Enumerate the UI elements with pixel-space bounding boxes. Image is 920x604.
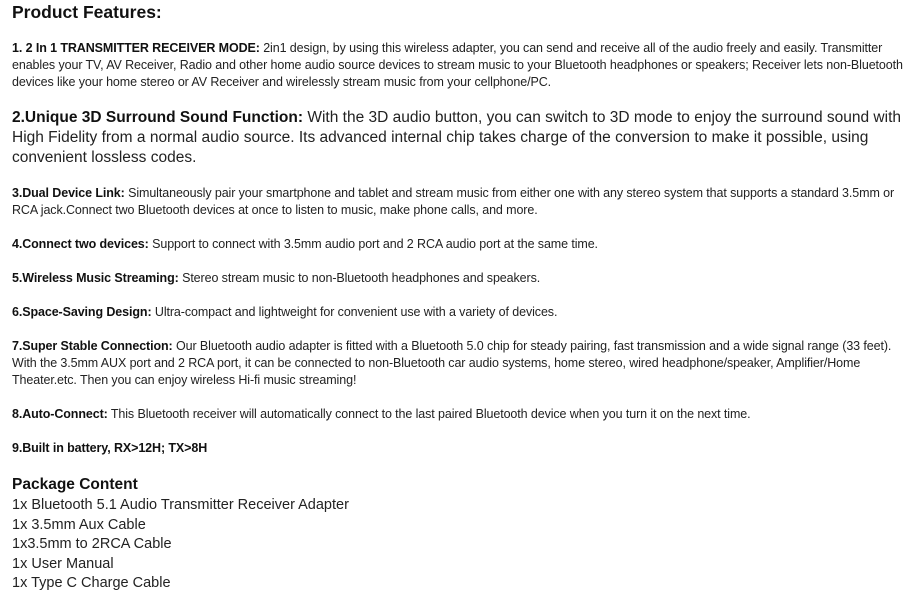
feature-text: 2in1 design, by using this wireless adapter, you can send and receive all of the audio freely and easily. Transmitter enables your TV, AV Receiver, Radio and other home audio source devices to stream music to your Bluetooth headphones or speakers; Receiver lets non-Bluetooth devices like your home stereo or AV Receiver and wirelessly stream music from your cellphone/PC. — [12, 41, 903, 89]
list-item: 1x Type C Charge Cable — [12, 575, 171, 592]
feature-super-stable-connection — [12, 338, 916, 389]
feature-title: 2.Unique 3D Surround Sound Function: — [12, 109, 304, 126]
list-item: 1x User Manual — [12, 555, 114, 572]
feature-text: Support to connect with 3.5mm audio port and 2 RCA audio port at the same time. — [148, 237, 598, 251]
feature-title: 3.Dual Device Link: — [12, 186, 125, 200]
feature-title: 7.Super Stable Connection: — [12, 339, 173, 353]
list-item: 1x 3.5mm Aux Cable — [12, 516, 146, 533]
feature-space-saving-design — [12, 304, 916, 321]
feature-text: This Bluetooth receiver will automatically connect to the last paired Bluetooth device when you turn it on the next time. — [107, 407, 751, 421]
feature-text: Stereo stream music to non-Bluetooth headphones and speakers. — [178, 271, 541, 285]
feature-title: 8.Auto-Connect: — [12, 407, 108, 421]
feature-auto-connect — [12, 406, 916, 423]
list-item: 1x Bluetooth 5.1 Audio Transmitter Receiver Adapter — [12, 497, 349, 513]
package-content-heading: Package Content — [12, 476, 138, 493]
feature-transmitter-receiver-mode — [12, 40, 916, 91]
package-content-list — [12, 496, 349, 594]
feature-title: 5.Wireless Music Streaming: — [12, 271, 179, 285]
product-features-heading: Product Features: — [12, 2, 162, 22]
feature-3d-surround-sound — [12, 108, 916, 168]
feature-title: 6.Space-Saving Design: — [12, 305, 152, 319]
feature-dual-device-link — [12, 185, 916, 219]
feature-text: Our Bluetooth audio adapter is fitted with a Bluetooth 5.0 chip for steady pairing, fast transmission and a wide signal range (33 feet). With the 3.5mm AUX port and 2 RCA port, it can be connected to non-Bluetooth car audio systems, home stereo, wired headphone/speaker, Amplifier/Home Theater.etc. Then you can enjoy wireless Hi-fi music streaming! — [12, 339, 892, 387]
feature-text: Simultaneously pair your smartphone and tablet and stream music from either one with any stereo system that supports a standard 3.5mm or RCA jack.Connect two Bluetooth devices at once to listen to music, make phone calls, and more. — [12, 186, 895, 217]
feature-built-in-battery — [12, 440, 916, 457]
feature-text: With the 3D audio button, you can switch to 3D mode to enjoy the surround sound with High Fidelity from a normal audio source. Its advanced internal chip takes charge of the conversion to make it possible, using convenient lossless codes. — [12, 109, 902, 166]
feature-title: 1. 2 In 1 TRANSMITTER RECEIVER MODE: — [12, 41, 260, 55]
feature-wireless-music-streaming — [12, 270, 916, 287]
feature-text: Ultra-compact and lightweight for convenient use with a variety of devices. — [151, 305, 558, 319]
feature-connect-two-devices — [12, 236, 916, 253]
list-item: 1x3.5mm to 2RCA Cable — [12, 536, 172, 553]
feature-title: 9.Built in battery, RX>12H; TX>8H — [12, 441, 208, 455]
feature-title: 4.Connect two devices: — [12, 237, 149, 251]
